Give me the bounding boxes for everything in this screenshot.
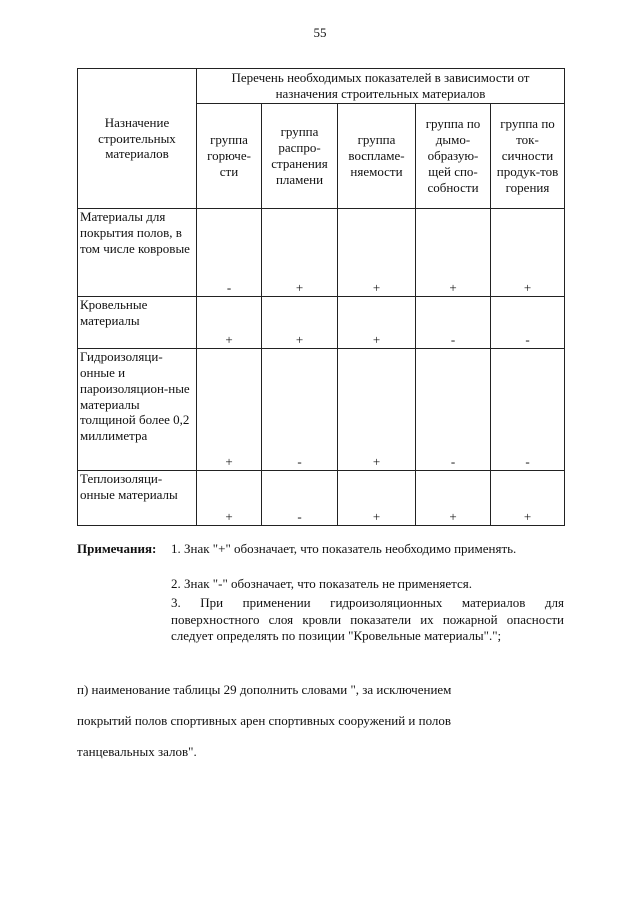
table-cell: - <box>416 349 491 471</box>
notes-title: Примечания: <box>77 541 157 556</box>
header-group-combustibility: группа горюче-сти <box>197 104 262 209</box>
table-row <box>78 209 565 297</box>
table-cell: + <box>338 297 416 349</box>
table-cell: - <box>197 209 262 297</box>
table-cell: + <box>262 297 338 349</box>
table-cell: - <box>262 471 338 526</box>
table-cell: + <box>338 349 416 471</box>
note-item: 3. При применении гидроизоляционных материалов для поверхностного слоя кровли показатели их пожарной опасности следует определять по позиции "Кровельные материалы"."; <box>171 595 564 644</box>
requirements-table <box>77 68 565 526</box>
table-cell: + <box>197 297 262 349</box>
header-group-toxicity: группа по ток-сичности продук-тов горения <box>491 104 565 209</box>
table-cell: + <box>262 209 338 297</box>
header-group-smoke: группа по дымо-образую-щей спо-собности <box>416 104 491 209</box>
header-group-flame-spread: группа распро-странения пламени <box>262 104 338 209</box>
table-cell: + <box>491 209 565 297</box>
table-cell: + <box>197 471 262 526</box>
table-cell: + <box>416 209 491 297</box>
table-cell: + <box>416 471 491 526</box>
page-number: 55 <box>313 25 327 40</box>
amendment-line: танцевальных залов". <box>77 744 197 759</box>
table-row <box>78 471 565 526</box>
table-cell: - <box>491 349 565 471</box>
row-name: Материалы для покрытия полов, в том числе ковровые <box>78 209 197 297</box>
table-cell: - <box>416 297 491 349</box>
table-cell: + <box>197 349 262 471</box>
note-item: 1. Знак "+" обозначает, что показатель необходимо применять. <box>171 541 517 556</box>
table-cell: + <box>491 471 565 526</box>
amendment-line: покрытий полов спортивных арен спортивных сооружений и полов <box>77 713 452 728</box>
table-cell: + <box>338 209 416 297</box>
header-purpose: Назначение строительных материалов <box>78 69 197 209</box>
row-name: Теплоизоляци-онные материалы <box>78 471 197 526</box>
note-item: 2. Знак "-" обозначает, что показатель не применяется. <box>171 576 472 591</box>
table-cell: - <box>491 297 565 349</box>
header-main: Перечень необходимых показателей в зависимости от назначения строительных материалов <box>197 69 565 104</box>
table-row <box>78 349 565 471</box>
table-cell: + <box>338 471 416 526</box>
amendment-line: п) наименование таблицы 29 дополнить словами ", за исключением <box>77 682 452 697</box>
table-row <box>78 297 565 349</box>
row-name: Кровельные материалы <box>78 297 197 349</box>
row-name: Гидроизоляци-онные и пароизоляцион-ные материалы толщиной более 0,2 миллиметра <box>78 349 197 471</box>
table-cell: - <box>262 349 338 471</box>
header-group-flammability: группа воспламе-няемости <box>338 104 416 209</box>
